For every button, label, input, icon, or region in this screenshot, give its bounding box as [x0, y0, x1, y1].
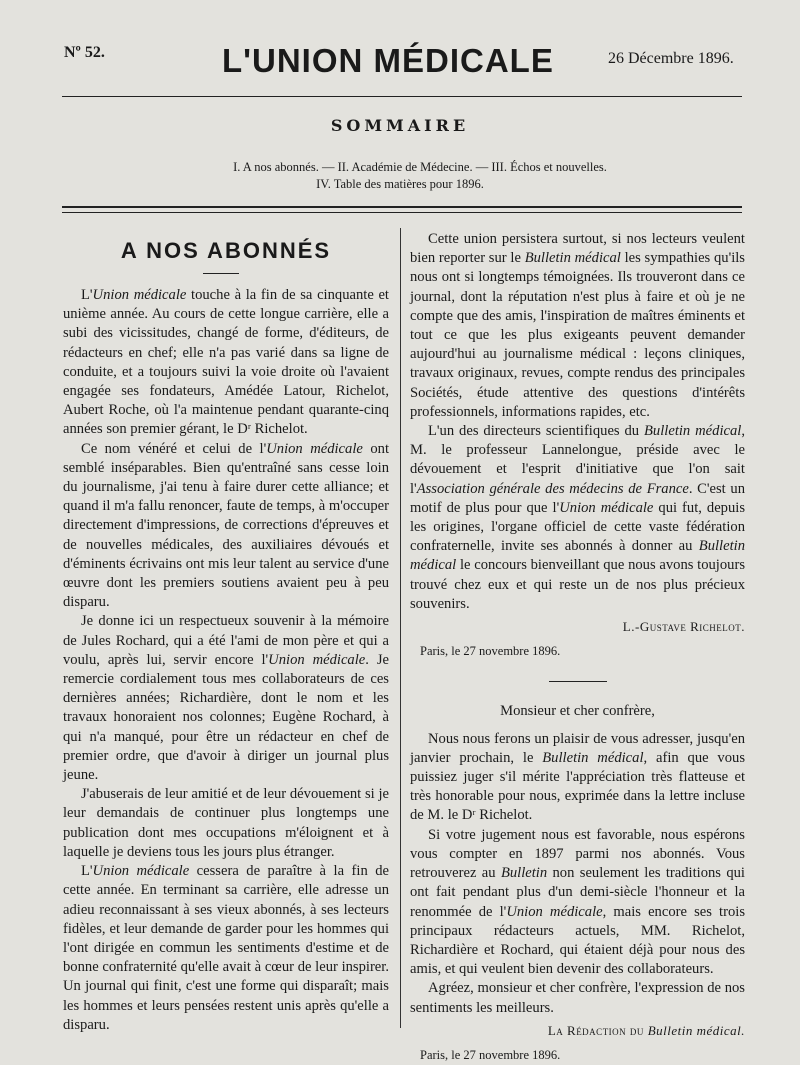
- article-paragraph: L'Union médicale touche à la fin de sa cinquante et unième année. Au cours de cette longue carrière, elle a subi des vicissitudes, changé de forme, d'éditeurs, de rédacteurs en chef; elle n'a pas varié dans sa ligne de conduite, et a toujours suivi la voie droite où l'avaient engagée ses fondateurs, Amédée Latour, Richelot, Aubert Roche, où l'a maintenue pendant quarante-cinq années son premier gérant, le Dʳ Richelot.: [63, 287, 389, 438]
- section-rule-thick: [62, 206, 742, 208]
- issue-number: Nº 52.: [64, 44, 105, 61]
- article-signature: [410, 617, 745, 636]
- article-paragraph: Cette union persistera surtout, si nos lecteurs veulent bien reporter sur le Bulletin médical les sympathies qu'ils nous ont si longtemps témoignées. Ils trouveront dans ce journal, dont la réputation n'est plus à faire et où je ne compte que des amis, l'inspiration de maîtres éminents et tout ce que les plus exigeants peuvent demander aujourd'hui au journalisme médical : leçons cliniques, travaux originaux, revues, compte rendus des principales Sociétés, étude attentive des questions d'intérêts professionnels, informations rapides, etc.: [410, 231, 745, 420]
- heading-rule: [203, 273, 239, 274]
- article-paragraph: Ce nom vénéré et celui de l'Union médicale ont semblé inséparables. Bien qu'entraîné sans cesse loin du journalisme, j'ai tenu à faire durer cette alliance; et quand il m'a fallu renoncer, faute de temps, à m'occuper directement d'impressions, de corrections d'épreuves et de nouvelles médicales, des auxiliaires dévoués et d'éminents écrivains ont mis leur talent au service d'une œuvre dont les premiers soutiens avaient peu à peu disparu.: [63, 440, 390, 611]
- right-column: [410, 230, 745, 1065]
- left-column: [63, 286, 389, 1035]
- article-paragraph: L'un des directeurs scientifiques du Bulletin médical, M. le professeur Lannelongue, préside avec le dévouement et l'esprit d'initiative que l'on sait l'Association générale des médecins de France. C'est un motif de plus pour que l'Union médicale qui fut, depuis les origines, l'organe officiel de cette vaste fédération confraternelle, invite ses abonnés à donner au Bulletin médical le concours bienveillant que nous avons toujours trouvé chez eux et qui reste un de nos plus précieux souvenirs.: [410, 423, 746, 612]
- article-paragraph: J'abuserais de leur amitié et de leur dévouement si je leur demandais de continuer plus longtemps une publication dont mes occupations m'éloignent et à laquelle je deviens tous les jours plus étranger.: [63, 786, 389, 860]
- letter-paragraphs: [410, 730, 745, 1018]
- article-paragraph: Je donne ici un respectueux souvenir à la mémoire de Jules Rochard, qui a été l'ami de mon père et qui a voulu, après lui, servir encore l'Union médicale. Je remercie cordialement tous mes collaborateurs de ces dernières années; Richardière, dont le nom et les travaux honoraient nos colonnes; Eugène Rochard, à qui n'a manqué, pour être un rédacteur en chef de premier ordre, que d'avoir à diriger un journal plus jeune.: [63, 613, 389, 784]
- article-paragraph: L'Union médicale cessera de paraître à la fin de cette année. En terminant sa carrière, elle adresse un adieu reconnaissant à ses vieux abonnés, à ses lecteurs fidèles, et leur demande de garder pour les hommes qui l'ont dirigée en commun les sentiments d'estime et de bonne confraternité qu'elle avait à cœur de leur inspirer. Un journal qui finit, c'est une forme qui disparaît; mais les hommes et leurs pensées restent unis après qu'elle a disparu.: [63, 863, 389, 1033]
- letter-signature: [410, 1021, 745, 1040]
- issue-date: 26 Décembre 1896.: [608, 50, 734, 67]
- letter-salutation: Monsieur et cher confrère,: [500, 703, 655, 720]
- letter-paragraph: Nous nous ferons un plaisir de vous adresser, jusqu'en janvier prochain, le Bulletin médical, afin que vous puissiez juger s'il mérite l'appréciation très flatteuse et très honorable pour nous, exprimée dans la lettre incluse de M. le Dʳ Richelot.: [410, 730, 745, 824]
- letter-signature-prefix: La Rédaction du: [547, 1022, 644, 1038]
- article-heading: A NOS ABONNÉS: [120, 238, 332, 263]
- left-paragraphs: [63, 286, 389, 1035]
- letter-paragraph: Agréez, monsieur et cher confrère, l'expression de nos sentiments les meilleurs.: [410, 980, 745, 1016]
- column-divider: [400, 228, 401, 1028]
- letter-signature-journal: Bulletin médical.: [647, 1022, 745, 1038]
- letter-paragraph: Si votre jugement nous est favorable, nous espérons vous compter en 1897 parmi nos abonnés. Vous retrouverez au Bulletin non seulement les traditions qui ont fait pendant plus d'un demi-siècle l'honneur et la renommée de l'Union médicale, mais encore ses trois principaux rédacteurs actuels, MM. Richelot, Richardière et Rochard, qui étaient déjà pour nous des amis, et qui veulent bien devenir des collaborateurs.: [410, 826, 745, 978]
- article-dateline: Paris, le 27 novembre 1896.: [420, 644, 561, 659]
- masthead-title: L'UNION MÉDICALE: [222, 42, 554, 79]
- section-rule-thin: [62, 212, 742, 213]
- header-rule: [62, 96, 742, 97]
- sommaire-line-2: IV. Table des matières pour 1896.: [316, 177, 484, 191]
- right-paragraphs: [410, 230, 745, 614]
- article-signature-text: L.-Gustave Richelot.: [622, 619, 745, 635]
- mid-rule: [549, 681, 607, 682]
- sommaire-line-1: I. A nos abonnés. — II. Académie de Médecine. — III. Échos et nouvelles.: [233, 160, 607, 174]
- letter-dateline: Paris, le 27 novembre 1896.: [420, 1047, 561, 1062]
- sommaire-title: SOMMAIRE: [330, 116, 470, 135]
